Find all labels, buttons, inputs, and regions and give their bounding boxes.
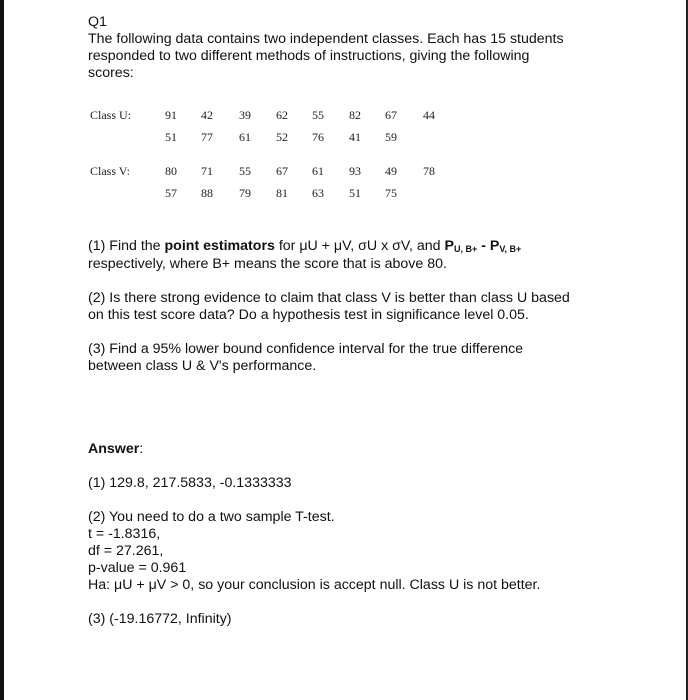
score-cell: 57 (165, 186, 177, 200)
score-cell: 61 (239, 130, 251, 144)
score-cell: 55 (239, 164, 251, 178)
score-cell: 76 (312, 130, 324, 144)
score-cell: 59 (385, 130, 397, 144)
score-cell: 78 (423, 164, 435, 178)
score-cell: 91 (165, 108, 177, 122)
score-cell: 63 (312, 186, 324, 200)
score-cell: 62 (276, 108, 288, 122)
score-cell: 88 (201, 186, 213, 200)
answer-2-t: t = -1.8316, (88, 526, 161, 542)
scores-table (88, 108, 648, 208)
score-cell: 93 (349, 164, 361, 178)
left-border (0, 0, 4, 700)
score-cell: 41 (349, 130, 361, 144)
score-cell: 80 (165, 164, 177, 178)
answer-2-title: (2) You need to do a two sample T-test. (88, 509, 335, 525)
score-cell: 52 (276, 130, 288, 144)
answer-1: (1) 129.8, 217.5833, -0.1333333 (88, 475, 292, 491)
score-cell: 82 (349, 108, 361, 122)
score-cell: 42 (201, 108, 213, 122)
answer-2-ha: Ha: μU + μV > 0, so your conclusion is accept null. Class U is not better. (88, 577, 541, 593)
question-intro: The following data contains two independent classes. Each has 15 students responded to two different methods of instructions, giving the following scores: (88, 31, 564, 81)
score-cell: 51 (349, 186, 361, 200)
score-cell: 55 (312, 108, 324, 122)
score-cell: 67 (276, 164, 288, 178)
document-page (88, 14, 648, 628)
class-v-label: Class V: (90, 164, 130, 178)
score-cell: 61 (312, 164, 324, 178)
question-3: (3) Find a 95% lower bound confidence interval for the true difference between class U & V's performance. (88, 341, 524, 374)
answer-2-df: df = 27.261, (88, 543, 164, 559)
score-cell: 51 (165, 130, 177, 144)
score-cell: 75 (385, 186, 397, 200)
question-2: (2) Is there strong evidence to claim that class V is better than class U based on this test score data? Do a hypothesis test in significance level 0.05. (88, 290, 570, 323)
question-1: (1) Find the point estimators for μU + μV, σU x σV, and PU, B+ - PV, B+ respectively, where B+ means the score that is above 80. (88, 238, 522, 272)
score-cell: 44 (423, 108, 435, 122)
question-number: Q1 (88, 14, 107, 30)
score-cell: 39 (239, 108, 251, 122)
answer-heading: Answer: (88, 441, 144, 457)
score-cell: 71 (201, 164, 213, 178)
score-cell: 67 (385, 108, 397, 122)
score-cell: 79 (239, 186, 251, 200)
answer-3: (3) (-19.16772, Infinity) (88, 611, 232, 627)
score-cell: 81 (276, 186, 288, 200)
answer-2-p: p-value = 0.961 (88, 560, 187, 576)
point-estimators-emphasis: point estimators (164, 238, 275, 254)
class-u-label: Class U: (90, 108, 132, 122)
score-cell: 49 (385, 164, 397, 178)
score-cell: 77 (201, 130, 213, 144)
